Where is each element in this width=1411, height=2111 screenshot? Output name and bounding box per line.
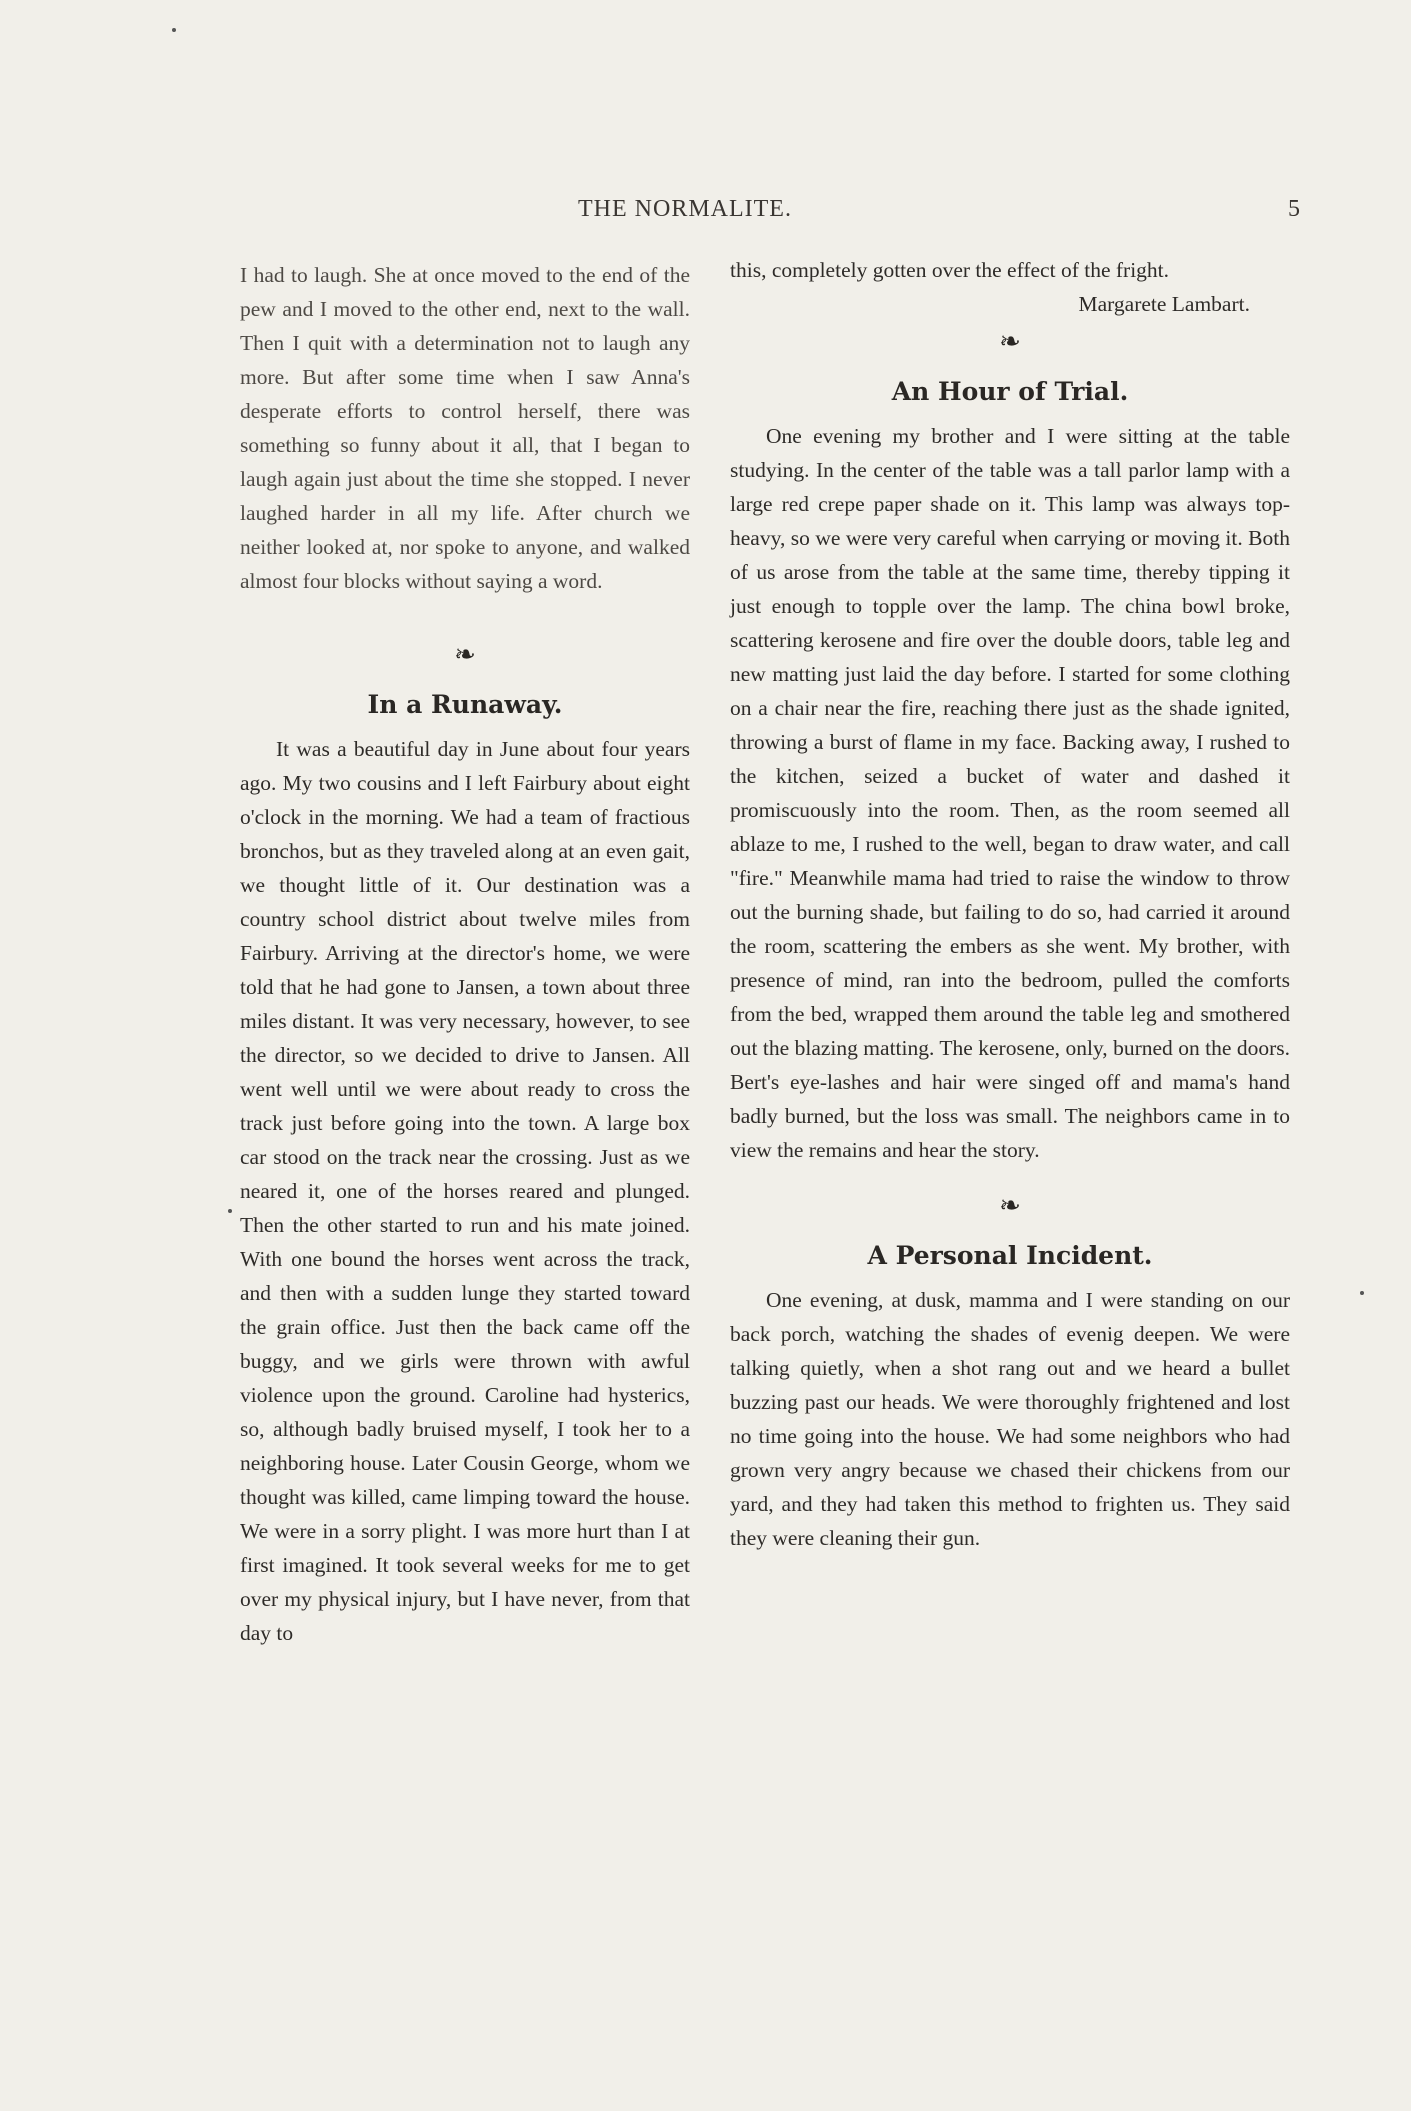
right-column: [730, 253, 1290, 1555]
margin-speck: [228, 1209, 232, 1213]
article-title-runaway: In a Runaway.: [367, 690, 563, 719]
running-title: THE NORMALITE.: [578, 196, 792, 222]
article-body-personal-incident: One evening, at dusk, mamma and I were standing on our back porch, watching the shades of evenig deepen. We were talking quietly, when a shot rang out and we heard a bullet buzzing past our heads. We were thoroughly frightened and lost no time going into the house. We had some neighbors who had grown very angry because we chased their chickens from our yard, and they had taken this method to frighten us. They said they were cleaning their gun.: [730, 1288, 1290, 1550]
article-body-hour-of-trial: One evening my brother and I were sitting at the table studying. In the center of the table was a tall parlor lamp with a large red crepe paper shade on it. This lamp was always top-heavy, so we were very careful when carrying or moving it. Both of us arose from the table at the same time, thereby tipping it just enough to topple over the lamp. The china bowl broke, scattering kerosene and fire over the double doors, table leg and new matting just laid the day before. I started for some clothing on a chair near the fire, reaching there just as the shade ignited, throwing a burst of flame in my face. Backing away, I rushed to the kitchen, seized a bucket of water and dashed it promiscuously into the room. Then, as the room seemed all ablaze to me, I rushed to the well, began to draw water, and call "fire." Meanwhile mama had tried to raise the window to throw out the burning shade, but failing to do so, had carried it around the room, scattering the embers as she went. My brother, with presence of mind, ran into the bedroom, pulled the comforts from the bed, wrapped them around the table leg and smothered out the blazing matting. The kerosene, only, burned on the doors. Bert's eye-lashes and hair were singed off and mama's hand badly burned, but the loss was small. The neighbors came in to view the remains and hear the story.: [730, 424, 1290, 1162]
margin-speck: [1360, 1291, 1364, 1295]
article-body-runaway: It was a beautiful day in June about four years ago. My two cousins and I left Fairbury about eight o'clock in the morning. We had a team of fractious bronchos, but as they traveled along at an even gait, we thought little of it. Our destination was a country school district about twelve miles from Fairbury. Arriving at the director's home, we were told that he had gone to Jansen, a town about three miles distant. It was very necessary, however, to see the director, so we decided to drive to Jansen. All went well until we were about ready to cross the track just before going into the town. A large box car stood on the track near the crossing. Just as we neared it, one of the horses reared and plunged. Then the other started to run and his mate joined. With one bound the horses went across the track, and then with a sudden lunge they started toward the grain office. Just then the back came off the buggy, and we girls were thrown with awful violence upon the ground. Caroline had hysterics, so, although badly bruised myself, I took her to a neighboring house. Later Cousin George, whom we thought was killed, came limping toward the house. We were in a sorry plight. I was more hurt than I at first imagined. It took several weeks for me to get over my physical injury, but I have never, from that day to: [240, 737, 690, 1645]
fleuron-ornament: ❧: [999, 327, 1021, 356]
continued-paragraph: I had to laugh. She at once moved to the end of the pew and I moved to the other end, next to the wall. Then I quit with a determination not to laugh any more. But after some time when I saw Anna's desperate efforts to control herself, there was something so funny about it all, that I began to laugh again just about the time she stopped. I never laughed harder in all my life. After church we neither looked at, nor spoke to anyone, and walked almost four blocks without saying a word.: [240, 263, 690, 593]
article-title-hour-of-trial: An Hour of Trial.: [891, 377, 1129, 406]
running-header: [0, 196, 1411, 236]
page-number: 5: [1288, 196, 1301, 222]
margin-speck: [172, 28, 176, 32]
left-column: [240, 258, 690, 1650]
article-title-personal-incident: A Personal Incident.: [867, 1241, 1153, 1270]
continued-text: [730, 253, 1290, 287]
author-signature: Margarete Lambart.: [1078, 292, 1250, 316]
fleuron-ornament: ❧: [999, 1191, 1021, 1220]
continued-text-content: this, completely gotten over the effect of the fright.: [730, 258, 1170, 282]
fleuron-ornament: ❧: [454, 640, 476, 669]
